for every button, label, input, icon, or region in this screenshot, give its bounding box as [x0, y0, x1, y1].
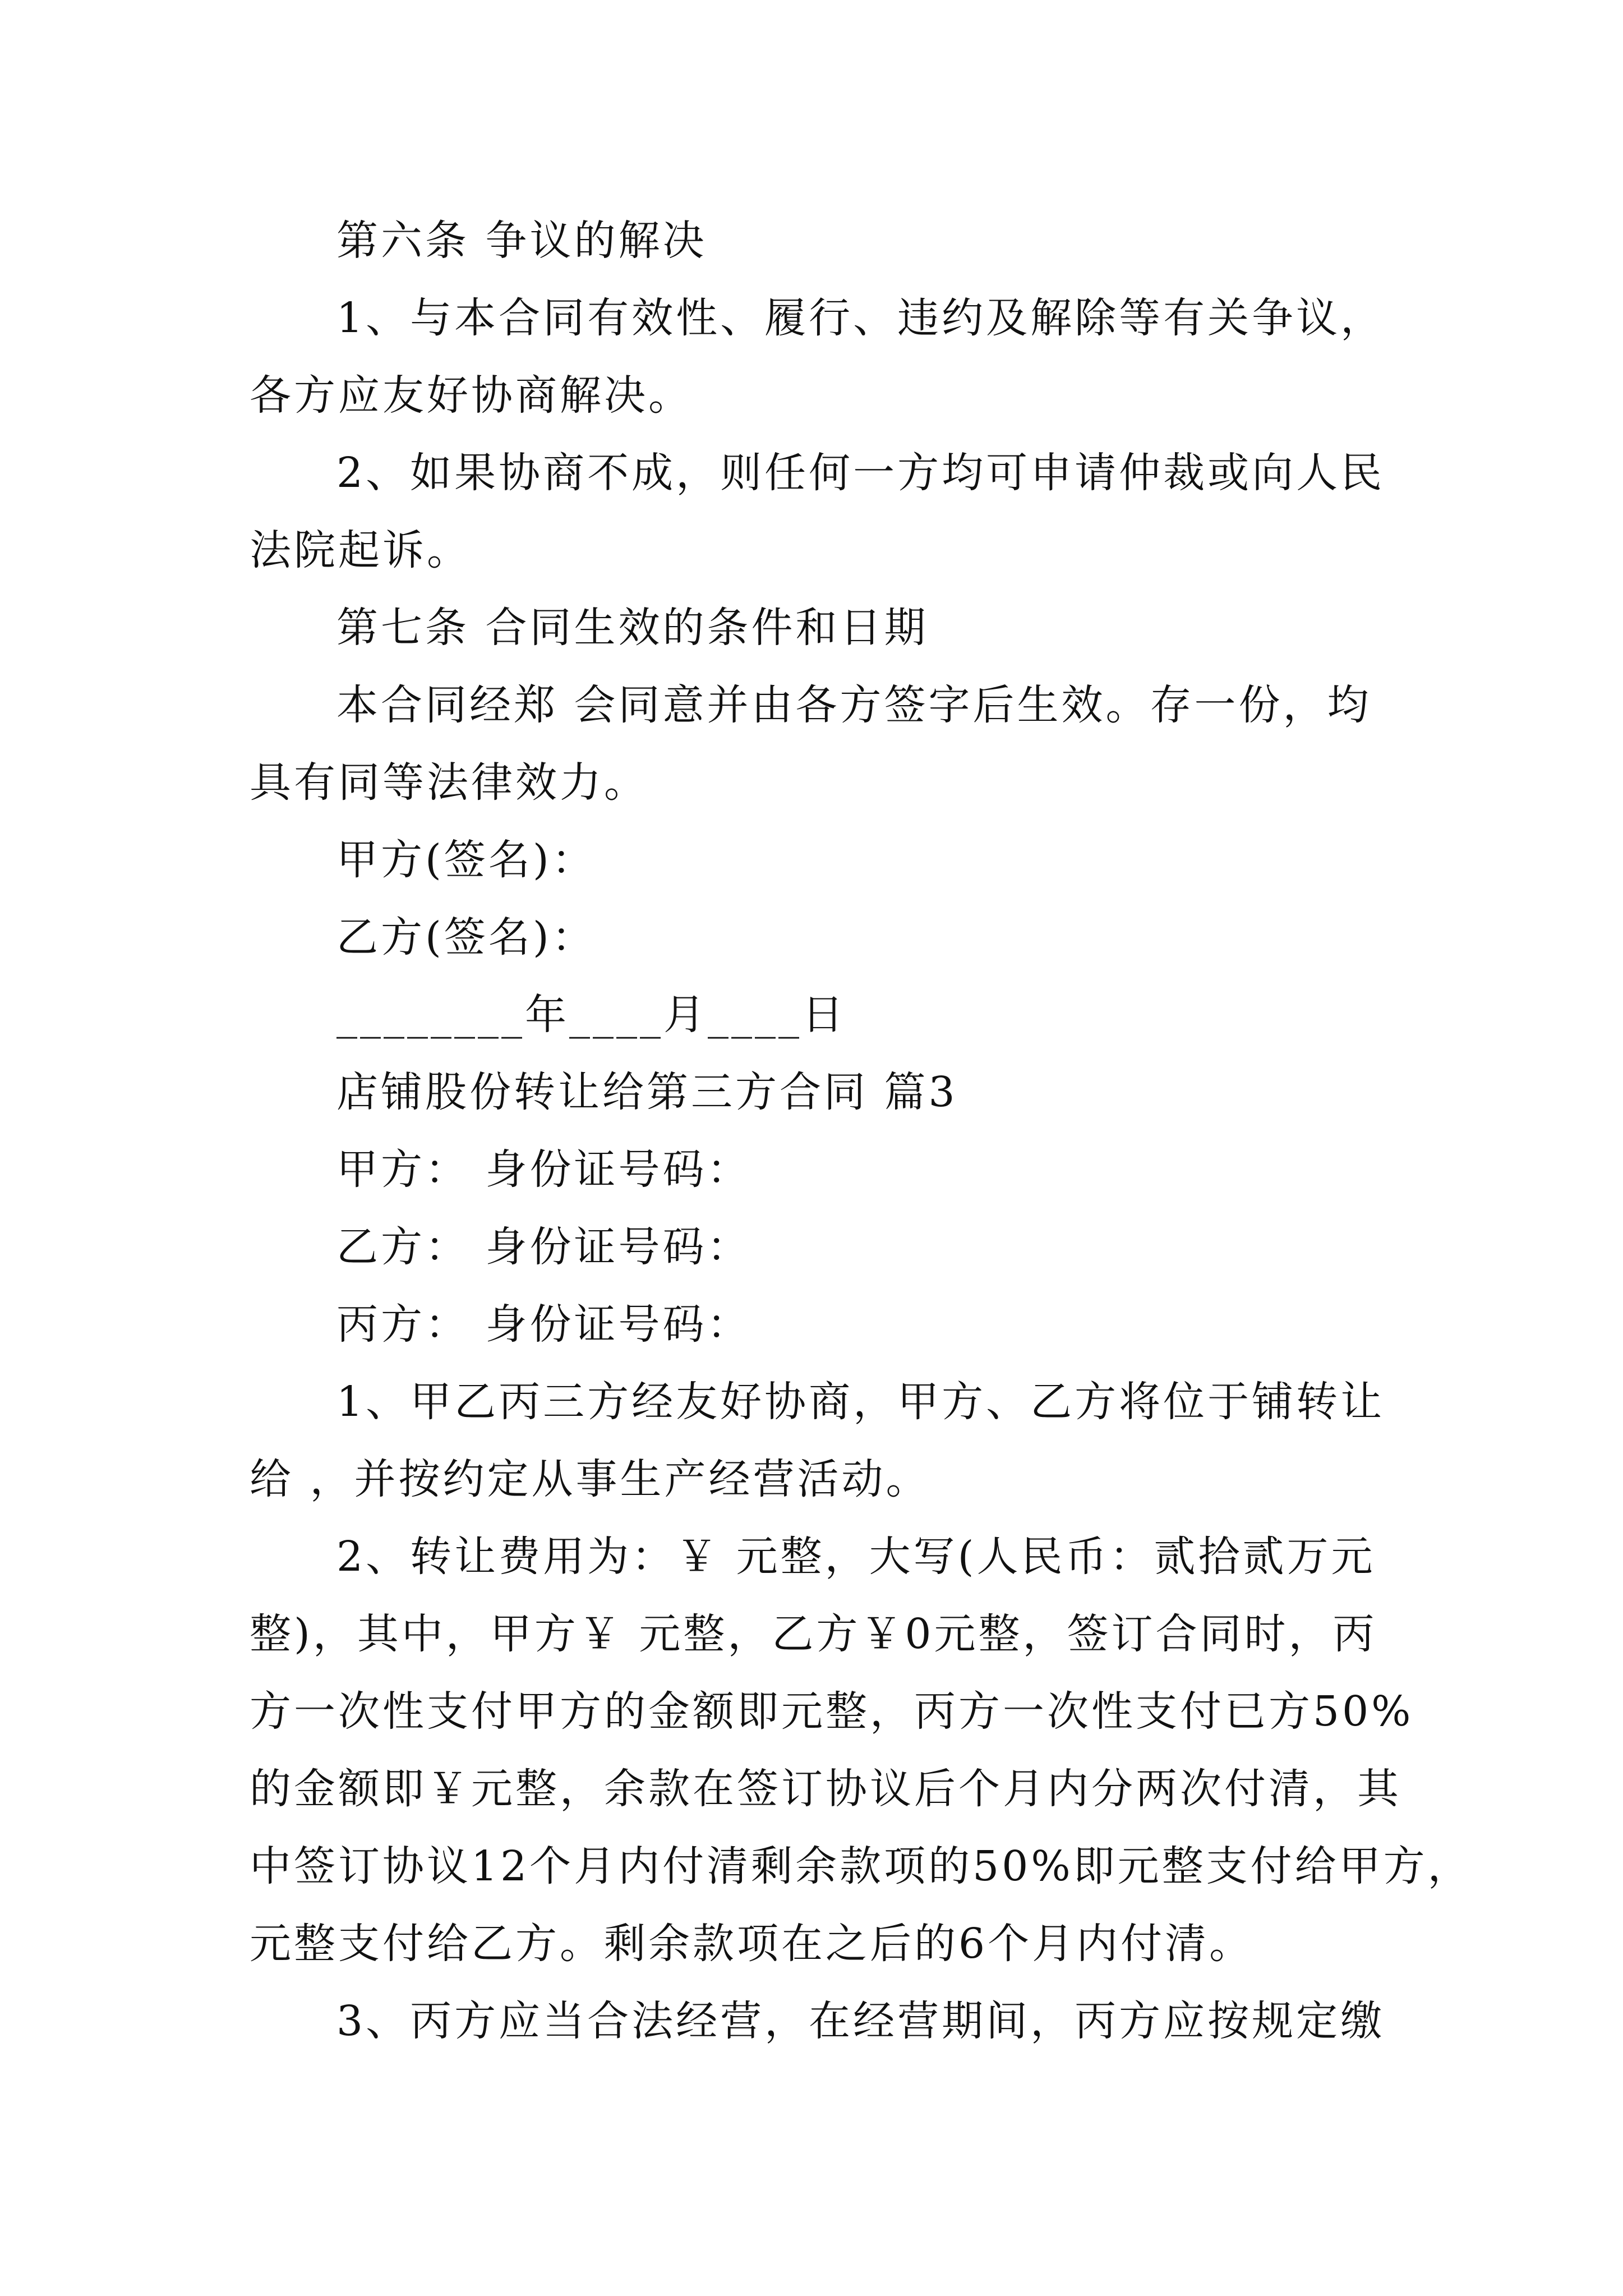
paragraph-line: 本合同经郑 会同意并由各方签字后生效。存一份，均 [336, 681, 1372, 729]
paragraph-line: 各方应友好协商解决。 [250, 371, 693, 420]
party-a-id-line: 甲方： 身份证号码： [336, 1145, 751, 1194]
paragraph-line: 具有同等法律效力。 [250, 758, 648, 807]
paragraph-line: 方一次性支付甲方的金额即元整，丙方一次性支付已方50% [250, 1687, 1414, 1736]
paragraph-line: 2、如果协商不成，则任何一方均可申请仲裁或向人民 [336, 449, 1385, 497]
paragraph-line: 给 ，并按约定从事生产经营活动。 [250, 1455, 930, 1503]
party-a-signature-line: 甲方(签名)： [336, 836, 596, 884]
paragraph-line: 整)，其中，甲方￥ 元整，乙方￥0元整，签订合同时，丙 [250, 1610, 1377, 1658]
paragraph-line: 中签订协议12个月内付清剩余款项的50%即元整支付给甲方， [250, 1842, 1472, 1890]
party-c-id-line: 丙方： 身份证号码： [336, 1300, 751, 1349]
date-line: ________年____月____日 [336, 991, 846, 1039]
paragraph-line: 1、与本合同有效性、履行、违约及解除等有关争议， [336, 294, 1385, 342]
party-b-id-line: 乙方： 身份证号码： [336, 1223, 751, 1271]
paragraph-line: 元整支付给乙方。剩余款项在之后的6个月内付清。 [250, 1920, 1254, 1968]
paragraph-line: 2、转让费用为：￥ 元整，大写(人民币：贰拾贰万元 [336, 1533, 1376, 1581]
paragraph-line: 法院起诉。 [250, 526, 471, 574]
section-title: 店铺股份转让给第三方合同 篇3 [336, 1068, 958, 1116]
article-7-heading: 第七条 合同生效的条件和日期 [336, 604, 929, 652]
party-b-signature-line: 乙方(签名)： [336, 913, 596, 961]
paragraph-line: 1、甲乙丙三方经友好协商，甲方、乙方将位于铺转让 [336, 1378, 1385, 1426]
article-6-heading: 第六条 争议的解决 [336, 217, 707, 265]
paragraph-line: 3、丙方应当合法经营，在经营期间，丙方应按规定缴 [336, 1997, 1385, 2045]
paragraph-line: 的金额即￥元整，余款在签订协议后个月内分两次付清，其 [250, 1765, 1401, 1813]
